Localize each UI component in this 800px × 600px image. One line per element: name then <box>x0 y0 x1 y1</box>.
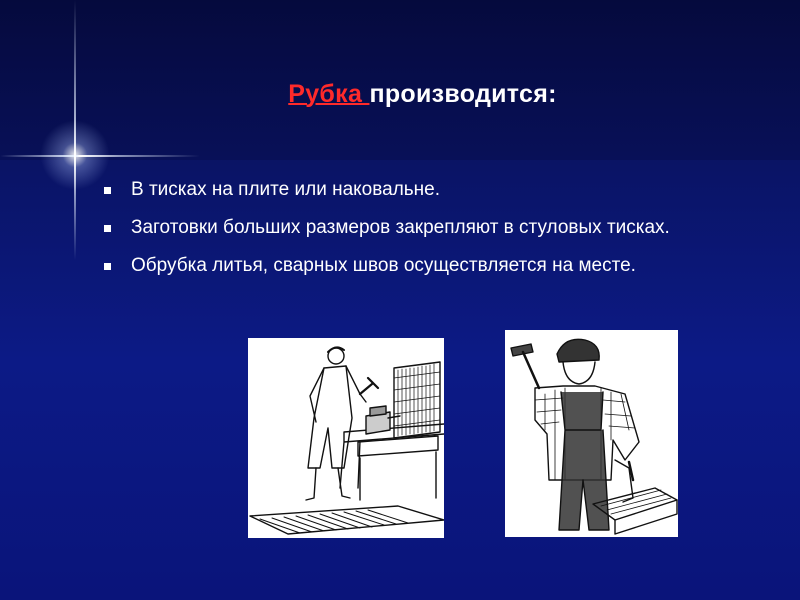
square-bullet-icon <box>104 187 111 194</box>
bullet-item <box>104 251 746 281</box>
bullet-list <box>104 175 746 289</box>
onsite-chopping-worker-image <box>505 330 678 537</box>
bench-vise-worker-image <box>248 338 444 538</box>
slide-title-rest: производится: <box>369 80 557 108</box>
bench-vise-worker-illustration <box>248 338 444 538</box>
light-flare-vertical <box>74 0 76 260</box>
bullet-text: Обрубка литья, сварных швов осуществляется на месте. <box>131 255 636 276</box>
slide-title-accent: Рубка <box>288 80 370 108</box>
bullet-text: В тисках на плите или наковальне. <box>131 179 441 200</box>
slide-title <box>0 80 800 109</box>
onsite-chopping-worker-illustration <box>505 330 678 537</box>
bullet-item <box>104 175 746 205</box>
bullet-item <box>104 213 746 243</box>
square-bullet-icon <box>104 263 111 270</box>
bullet-text: Заготовки больших размеров закрепляют в стуловых тисках. <box>131 217 670 238</box>
square-bullet-icon <box>104 225 111 232</box>
light-flare-horizontal <box>0 155 200 157</box>
